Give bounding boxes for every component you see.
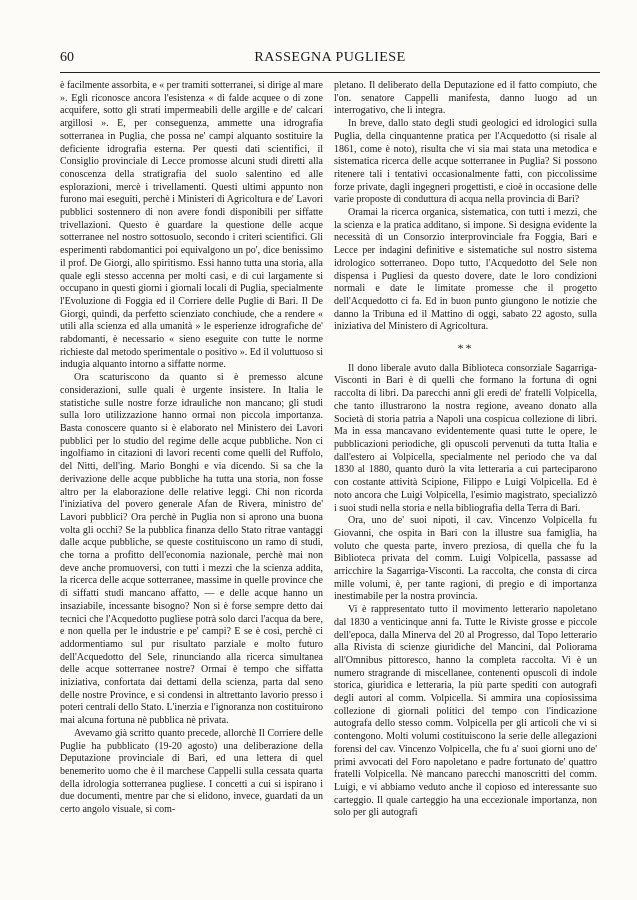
paragraph: In breve, dallo stato degli studi geologici ed idrologici sulla Puglia, della cinquantenne pratica per l'Acquedotto (si risale al 1861, come è noto), risulta che vi sia mai stata una metodica e sistematica ricerca delle acque sotterranee in Puglia? Si possono ritenere tali i tentativi occasionalmente fatti, con piccolissime forze private, dagli ingegneri progettisti, e cioè in occasione delle varie proposte di conduttura di acqua nella provincia di Bari?	[334, 118, 597, 206]
page-number: 60	[60, 50, 74, 65]
running-header	[60, 50, 600, 68]
left-column	[60, 80, 323, 892]
paragraph: Oramai la ricerca organica, sistematica, con tutti i mezzi, che la scienza e la pratica additano, si impone. Si designa evidente la necessità di un Consorzio interprovinciale fra Foggia, Bari e Lecce per indagini definitive e sistematiche sul nostro sistema idrologico sotterraneo. Dopo tutto, l'Acquedotto del Sele non dispensa i Pugliesi da questo dovere, date le loro condizioni normali e date le limitate promesse che il progetto dell'Acquedotto ci fa. Ed in buon punto giungono le notizie che danno la Tribuna ed il Mattino di oggi, sabato 22 agosto, sulla iniziativa del Ministero di Agricoltura.	[334, 207, 597, 333]
paragraph: Vi è rappresentato tutto il movimento letterario napoletano dal 1830 a venticinque anni fa. Tutte le Riviste grosse e piccole dell'epoca, dalla Minerva del 20 al Progresso, dal Topo letterario alla Rivista di scienze giuridiche del Mancini, dal Poliorama all'Omnibus pittoresco, hanno la completa raccolta. Vi è un numero stragrande di miscellanee, contenenti opuscoli di indole storica, giuridica e letteraria, la più parte spediti con autografi degli autori al comm. Volpicella. Si ammira una copiosissima collezione di giornali politici del tempo con l'indicazione autografa dello stesso comm. Volpicella per gli articoli che vi si contengono. Molti volumi costituiscono la serie delle allegazioni forensi del cav. Vincenzo Volpicella, che fu a' suoi giorni uno de' primi avvocati del Foro napoletano e padre fortunato de' quattro fratelli Volpicella. Nè mancano parecchi manoscritti del comm. Luigi, e vi abbiamo veduto anche il copioso ed interessante suo carteggio. Il quale carteggio ha una eccezionale importanza, non solo per gli autografi	[334, 604, 597, 819]
header-rule	[60, 72, 600, 73]
paragraph: Ora, uno de' suoi nipoti, il cav. Vincenzo Volpicella fu Giovanni, che ospita in Bari con la illustre sua famiglia, ha voluto che questa parte, invero preziosa, di quella che fu la Biblioteca privata del comm. Luigi Volpicella, passasse ad arricchire la Sagarriga-Visconti. La raccolta, che consta di circa mille volumi, è, per tante ragioni, di pregio e di importanza inestimabile per la nostra provincia.	[334, 515, 597, 603]
paragraph: Avevamo già scritto quanto precede, allorchè Il Corriere delle Puglie ha pubblicato (19-20 agosto) una deliberazione della Deputazione provinciale di Bari, ed una lettera di quel benemerito uomo che è il marchese Cappelli sulla cessata quarta della idrologia sotterranea pugliese. I concetti a cui si ispirano i due documenti, mentre par che si elidono, invece, guardati da un certo angolo visuale, si com-	[60, 727, 323, 816]
paragraph: Ora scaturiscono da quanto si è premesso alcune considerazioni, sulle quali è urgente insistere. In Italia le statistiche sulle nostre forze idrauliche non mancano; gli studi sulla loro utilizzazione hanno ormai non piccola importanza. Basta conoscere quanto si è elaborato nel Ministero dei Lavori pubblici per lo studio del regime delle acque pubbliche. Non ci ingolfiamo in citazioni di lavori recenti come quelli del Ruffolo, del Nitti, dell'ing. Mario Bonghi e via dicendo. Si sa che la derivazione delle acque pubbliche ha tutta una storia, non fosse altro per la elaborazione delle relative leggi. Chi non ricorda l'iniziativa del povero generale Afan de Rivera, ministro de' Lavori pubblici? Ora perchè in Puglia non si aprono una buona volta gli occhi? Se la pubblica finanza dello Stato ritrae vantaggi dalle acque pubbliche, se queste costituiscono un ramo di studi, che torna a profitto dell'economia nazionale, perchè mai non deve anche promuoversi, con tutti i mezzi che la scienza addita, la ricerca delle acque sotterranee, massime in quelle province che di siffatti studi mancano affatto, — e delle acque hanno un insaziabile, incessante bisogno? Non si è forse sempre detto dai tecnici che l'Acquedotto pugliese potrà solo darci l'acqua da bere, e non quella per le industrie e pe' campi? E se è così, perchè ci addormentiamo sul pur risultato parziale e molto futuro dell'Acquedotto del Sele, rinunciando alla ricerca simultanea delle acque sotterranee nostre? Ormai è tempo che siffatta iniziativa, confortata dai dettami della scienza, parta dal seno delle nostre Province, e si condensi in altrettanto lavorio presso i poteri centrali dello Stato. L'inerzia e l'ignoranza non costituirono mai alcuna fortuna nè pubblica nè privata.	[60, 372, 323, 727]
paragraph: pletano. Il deliberato della Deputazione ed il fatto compiuto, che l'on. senatore Cappelli manifesta, danno luogo ad un interrogativo, che lì integra.	[334, 80, 597, 117]
paragraph: Il dono liberale avuto dalla Biblioteca consorziale Sagarriga-Visconti in Bari è di quelli che formano la fortuna di ogni raccolta di libri. Da parecchi anni gli eredi de' fratelli Volpicella, che tanto illustrarono la nostra regione, aveano donato alla Società di storia patria a Napoli una cospicua collezione di libri. Ma in essa mancavano evidentemente quasi tutte le opere, le pubblicazioni periodiche, gli opuscoli pervenuti da tutta Italia e dall'estero ai Volpicella, specialmente nel periodo che va dal 1830 al 1880, quanto durò la vita letteraria a cui parteciparono con costante attività Scipione, Filippo e Luigi Volpicella. Ed è noto ancora che Luigi Volpicella, l'esimio magistrato, specializzò i suoi studi nella storia e nella bibliografia della Terra di Bari.	[334, 362, 597, 514]
right-column	[334, 80, 597, 892]
section-separator: **	[457, 341, 474, 356]
paragraph: è facilmente assorbita, e « per tramiti sotterranei, si dirige al mare ». Egli riconosce ancora l'esistenza « di falde acquee o di zone acquifere, sotto gli strati impermeabili delle argille e de' calcari argillosi ». E, per conseguenza, ammette una idrografia sotterranea in Puglia, che possa ne' campi alquanto sostituire la deficiente idrografia esterna. Per questi dati scientifici, il Consiglio provinciale di Lecce promosse alcuni studi diretti alla conoscenza della stratigrafia del suolo salentino ed alle esplorazioni, mercè i trivellamenti. Questi ultimi appunto non furono mai eseguiti, perchè i Ministeri di Agricoltura e de' Lavori pubblici sostennero di non avere fondi disponibili per siffatte trivellazioni. Questo è guardare la questione delle acque sotterranee nel nostro sottosuolo, secondo i criteri scientifici. Gli esperimenti rabdomantici poi equivalgono un po', dice benissimo il prof. De Giorgi, allo spiritismo. Essi hanno tutta una storia, alla quale egli stesso accenna per molti casi, e di cui largamente si occupano in questi giorni i giornali locali di Puglia, specialmente l'Evoluzione di Foggia ed il Corriere delle Puglie di Bari. Il De Giorgi, quindi, da perfetto scienziato conchiude, che a rendere « utili alla scienza ed alla umanità » le esperienze idrografiche de' rabdomanti, è necessario « sieno eseguite con tutte le norme richieste dal metodo sperimentale o positivo ». Ed il voluttuoso si indugia alquanto intorno a siffatte norme.	[60, 80, 323, 371]
running-title: RASSEGNA PUGLIESE	[254, 50, 406, 65]
